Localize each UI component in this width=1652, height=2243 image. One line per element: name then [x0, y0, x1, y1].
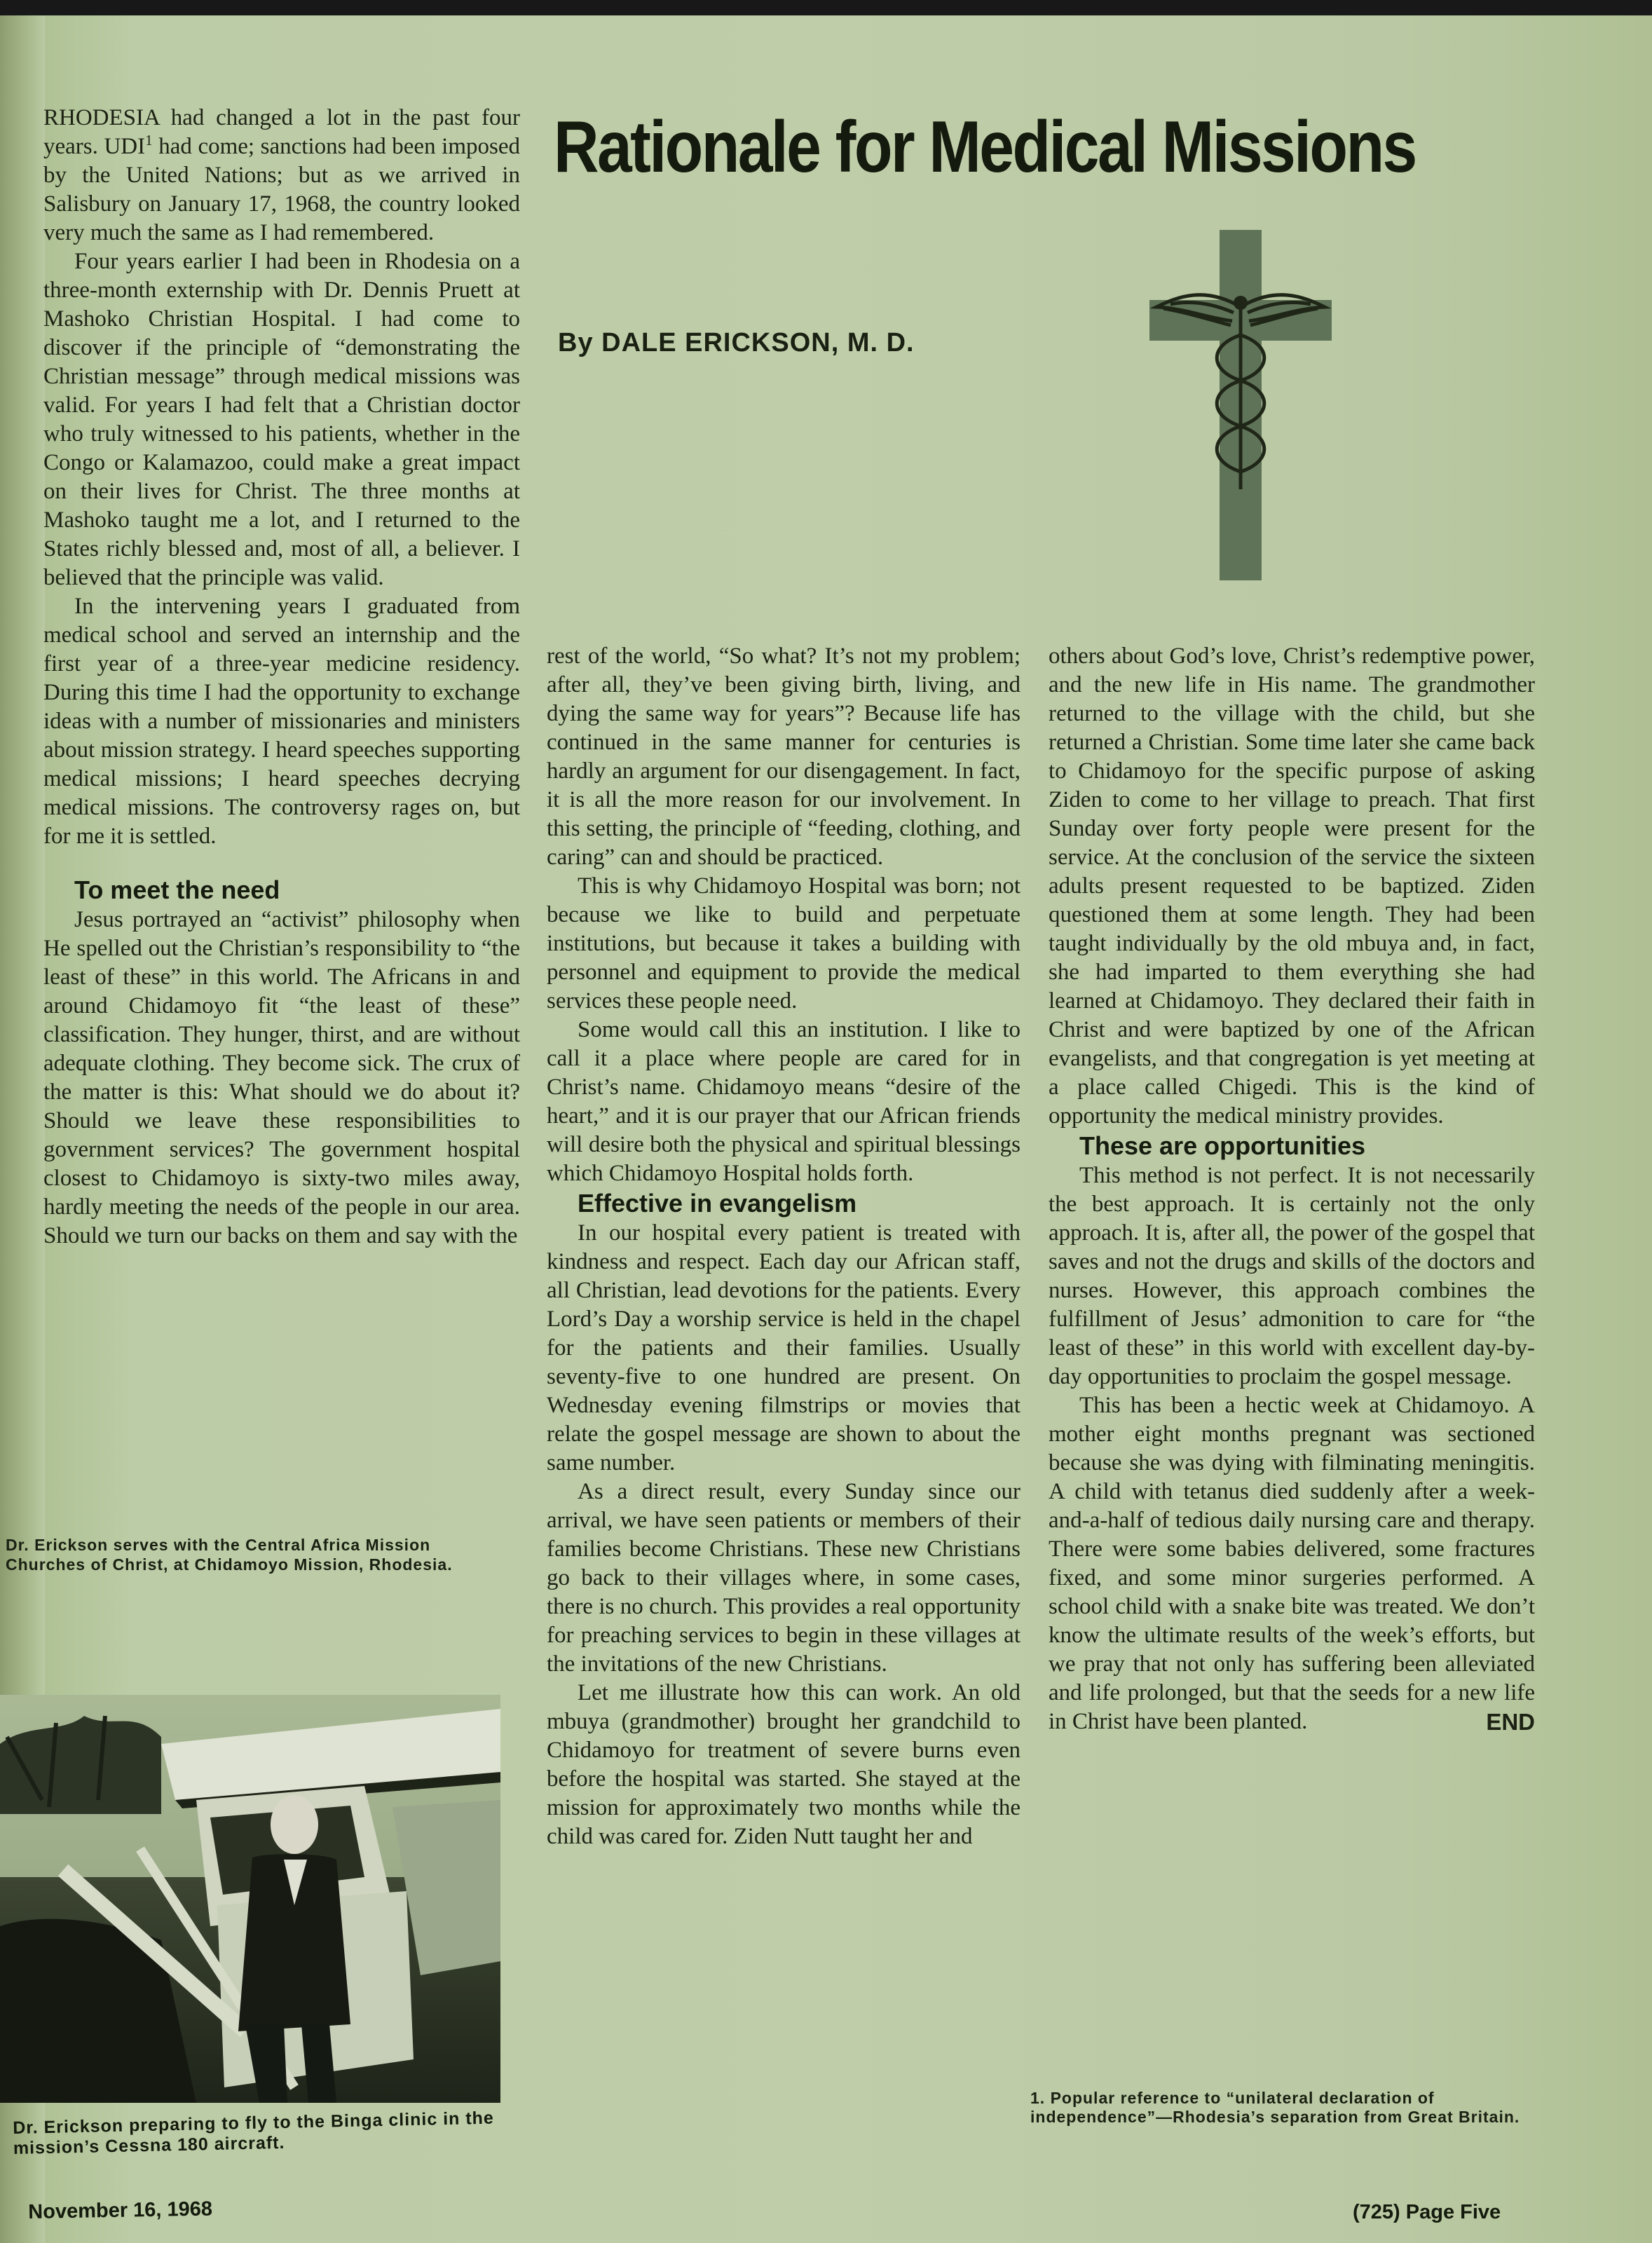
end-mark: END [1486, 1709, 1535, 1735]
paragraph [43, 104, 520, 247]
section-heading: To meet the need [74, 875, 280, 904]
paragraph: Some would call this an institution. I like to call it a place where people are cared for in Christ’s name. Chidamoyo means “desire of the heart,” and it is our prayer that our African friends will desire both the physical and spiritual blessings which Chidamoyo Hospital holds forth. [547, 1017, 1020, 1186]
author-bio: Dr. Erickson serves with the Central Africa Mission Churches of Christ, at Chidamoyo Mission, Rhodesia. [6, 1536, 453, 1574]
paragraph: Let me illustrate how this can work. An old mbuya (grandmother) brought her grandchild to Chidamoyo for treatment of severe burns even before the hospital was started. She stayed at the mission for approximately two months while the child was cared for. Ziden Nutt taught her and [547, 1680, 1020, 1849]
scan-top-edge [0, 0, 1652, 15]
paragraph: This method is not perfect. It is not necessarily the best approach. It is certainly not the only approach. It is, after all, the power of the gospel that saves and not the drugs and skills of the doctors and nurses. However, this approach combines the fulfillment of Jesus’ admonition to care for “the least of these” in this world with excellent day-by-day opportunities to proclaim the gospel message. [1049, 1163, 1535, 1389]
paragraph-text: This has been a hectic week at Chidamoyo. A mother eight months pregnant was sectioned because she was dying with filminating meningitis. A child with tetanus died suddenly after a week-and-a-half of tedious daily nursing care and therapy. There were some babies delivered, some fractures fixed, and some minor surgeries performed. A school child with a snake bite was treated. We don’t know the ultimate results of the week’s efforts, but we pray that not only has suffering been alleviated and life prolonged, but that the seeds for a new life in Christ have been planted. [1049, 1393, 1535, 1734]
paragraph: In the intervening years I graduated from medical school and served an internship and the first year of a three-year medicine residency. During this time I had the opportunity to exchange ideas with a number of missionaries and ministers about mission strategy. I heard speeches supporting medical missions; I heard speeches decrying medical missions. The controversy rages on, but for me it is settled. [43, 594, 520, 849]
column-1 [43, 104, 520, 1250]
cross-caduceus-icon [1149, 230, 1332, 580]
page-number: (725) Page Five [1353, 2201, 1501, 2223]
aircraft-photo [0, 1695, 500, 2103]
paragraph: This is why Chidamoyo Hospital was born; not because we like to build and perpetuate institutions, but because it takes a building with personnel and equipment to provide the medical services these people need. [547, 873, 1020, 1014]
footnote: 1. Popular reference to “unilateral declaration of independence”—Rhodesia’s separation from Great Britain. [1030, 2089, 1520, 2126]
column-3 [1049, 642, 1535, 1736]
opening-text: RHODESIA had changed a lot in the past four years. UDI [43, 105, 520, 159]
paragraph: In our hospital every patient is treated with kindness and respect. Each day our African staff, all Christian, lead devotions for the patients. Every Lord’s Day a worship service is held in the chapel for the patients and their families. Usually seventy-five to one hundred are present. On Wednesday evening filmstrips or movies that relate the gospel message are shown to about the same number. [547, 1220, 1020, 1475]
column-2 [547, 642, 1020, 1851]
section-heading: Effective in evangelism [578, 1189, 857, 1218]
paragraph: Jesus portrayed an “activist” philosophy when He spelled out the Christian’s responsibility to “the least of these” in this world. The Africans in and around Chidamoyo fit “the least of these” classification. They hunger, thirst, and are without adequate clothing. They become sick. The crux of the matter is this: What should we do about it? Should we leave these responsibilities to government services? The government hospital closest to Chidamoyo is sixty-two miles away, hardly meeting the needs of the people in our area. Should we turn our backs on them and say with the [43, 907, 520, 1248]
paragraph: As a direct result, every Sunday since our arrival, we have seen patients or members of their families become Christians. These new Christians go back to their villages where, in some cases, there is no church. This provides a real opportunity for preaching services to begin in these villages at the invitations of the new Christians. [547, 1479, 1020, 1677]
paragraph-text: had come; sanctions had been imposed by the United Nations; but as we arrived in Salisbury on January 17, 1968, the country looked very much the same as I had remembered. [43, 134, 520, 245]
section-heading: These are opportunities [1079, 1131, 1366, 1160]
byline: By DALE ERICKSON, M. D. [558, 328, 915, 357]
issue-date: November 16, 1968 [28, 2197, 213, 2223]
photo-caption: Dr. Erickson preparing to fly to the Binga clinic in the mission’s Cessna 180 aircraft. [13, 2108, 495, 2158]
paragraph: rest of the world, “So what? It’s not my problem; after all, they’ve been giving birth, living, and dying the same way for years”? Because life has continued in the same manner for centuries is hardly an argument for our disengagement. In fact, it is all the more reason for our involvement. In this setting, the principle of “feeding, clothing, and caring” can and should be practiced. [547, 643, 1020, 870]
footnote-mark: 1 [145, 132, 153, 149]
paragraph: others about God’s love, Christ’s redemptive power, and the new life in His name. The grandmother returned to the village with the child, but she returned a Christian. Some time later she came back to Chidamoyo for the specific purpose of asking Ziden to come to her village to preach. That first Sunday over forty people were present for the service. At the conclusion of the service the sixteen adults present requested to be baptized. Ziden questioned them at some length. They had been taught individually by the old mbuya and, in fact, she had imparted to them everything she had learned at Chidamoyo. They declared their faith in Christ and were baptized by one of the African evangelists, and that congregation is yet meeting at a place called Chigedi. This is the kind of opportunity the medical ministry provides. [1049, 643, 1535, 1129]
paragraph: Four years earlier I had been in Rhodesia on a three-month externship with Dr. Dennis Pruett at Mashoko Christian Hospital. I had come to discover if the principle of “demonstrating the Christian message” through medical missions was valid. For years I had felt that a Christian doctor who truly witnessed to his patients, whether in the Congo or Kalamazoo, could make a great impact on their lives for Christ. The three months at Mashoko taught me a lot, and I returned to the States richly blessed and, most of all, a believer. I believed that the principle was valid. [43, 249, 520, 590]
article-title: Rationale for Medical Missions [554, 107, 1416, 188]
paragraph [1049, 1391, 1535, 1736]
